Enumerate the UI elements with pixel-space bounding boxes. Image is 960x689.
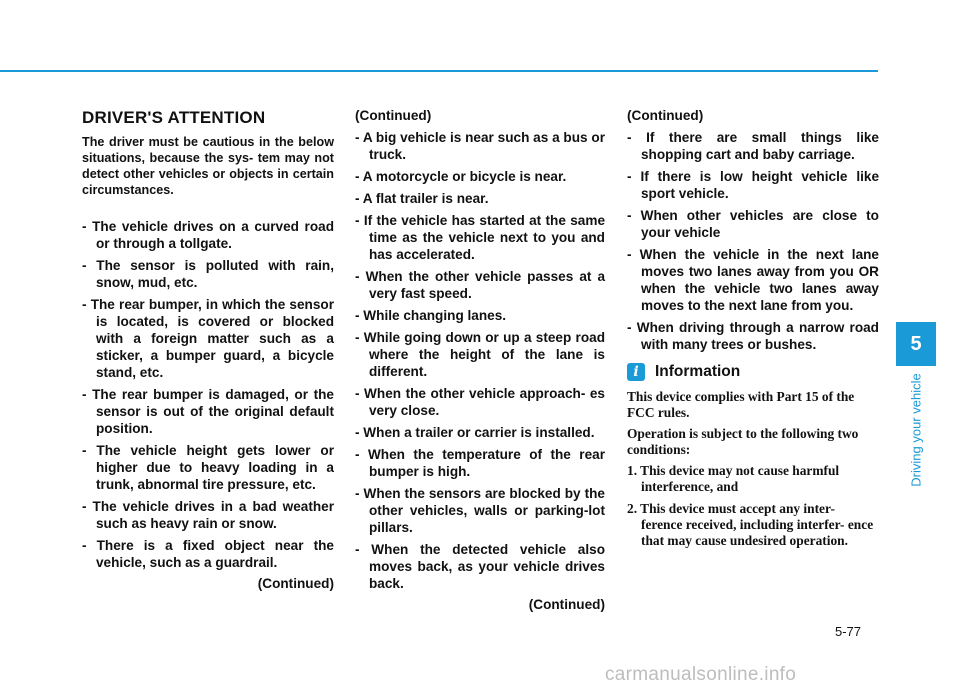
list-item: - A flat trailer is near. (355, 191, 489, 206)
list-item: - The vehicle drives on a curved road or through a tollgate. (82, 219, 334, 251)
info-icon: i (627, 363, 645, 381)
list-item: - The rear bumper, in which the sensor is located, is covered or blocked with a foreign matter such as a sticker, a bumper guard, a bicycle stand, etc. (82, 297, 334, 380)
list-item: - If there is low height vehicle like sport vehicle. (627, 169, 879, 201)
condition-item: 2. This device must accept any inter- ference received, including interfer- ence that may cause undesired operation. (627, 501, 874, 548)
list-item: - The vehicle height gets lower or higher due to heavy loading in a trunk, abnormal tire pressure, etc. (82, 443, 334, 492)
continued-header: (Continued) (627, 108, 704, 123)
continued-footer: (Continued) (257, 576, 334, 591)
column-3 (627, 108, 879, 555)
section-heading: DRIVER'S ATTENTION (82, 108, 266, 127)
list-item: - When driving through a narrow road with many trees or bushes. (627, 320, 879, 352)
list-item: - A motorcycle or bicycle is near. (355, 169, 567, 184)
column-2 (355, 108, 605, 612)
list-item: - When other vehicles are close to your vehicle (627, 208, 879, 240)
list-item: - The vehicle drives in a bad weather such as heavy rain or snow. (82, 499, 334, 531)
list-item: - When the other vehicle passes at a very fast speed. (355, 269, 605, 301)
intro-paragraph: The driver must be cautious in the below situations, because the sys- tem may not detect other vehicles or objects in certain circumstances. (82, 135, 334, 197)
list-item: - The rear bumper is damaged, or the sensor is out of the original default position. (82, 387, 334, 436)
list-item: - When a trailer or carrier is installed. (355, 425, 595, 440)
list-item: - While going down or up a steep road where the height of the lane is different. (355, 330, 605, 379)
info-paragraph: This device complies with Part 15 of the FCC rules. (627, 389, 855, 420)
list-item: - There is a fixed object near the vehicle, such as a guardrail. (82, 538, 334, 570)
list-item: - A big vehicle is near such as a bus or truck. (355, 130, 605, 162)
bullet-list (627, 129, 879, 353)
bullet-list (82, 218, 334, 571)
list-item: - When the sensors are blocked by the other vehicles, walls or parking-lot pillars. (355, 486, 605, 535)
list-item: - If the vehicle has started at the same time as the vehicle next to you and has accelerated. (355, 213, 605, 262)
continued-header: (Continued) (355, 108, 432, 123)
conditions-list (627, 463, 879, 549)
information-body (627, 389, 879, 549)
header-rule (0, 70, 878, 72)
information-heading (627, 363, 879, 381)
list-item: - The sensor is polluted with rain, snow, mud, etc. (82, 258, 334, 290)
list-item: - When the detected vehicle also moves back, as your vehicle drives back. (355, 542, 605, 591)
info-paragraph: Operation is subject to the following two conditions: (627, 426, 859, 457)
continued-footer: (Continued) (528, 597, 605, 612)
page-number: 5-77 (835, 624, 862, 639)
chapter-label: Driving your vehicle (908, 373, 924, 487)
column-1 (82, 108, 334, 591)
bullet-list (355, 129, 605, 592)
chapter-tab: 5 (896, 322, 936, 366)
information-title: Information (655, 363, 741, 380)
watermark: carmanualsonline.info (605, 664, 797, 685)
list-item: - When the other vehicle approach- es very close. (355, 386, 605, 418)
list-item: - While changing lanes. (355, 308, 507, 323)
condition-item: 1. This device may not cause harmful interference, and (627, 463, 840, 494)
list-item: - When the vehicle in the next lane moves two lanes away from you OR when the vehicle two lanes away moves to the next lane from you. (627, 247, 879, 313)
list-item: - When the temperature of the rear bumper is high. (355, 447, 605, 479)
list-item: - If there are small things like shopping cart and baby carriage. (627, 130, 879, 162)
